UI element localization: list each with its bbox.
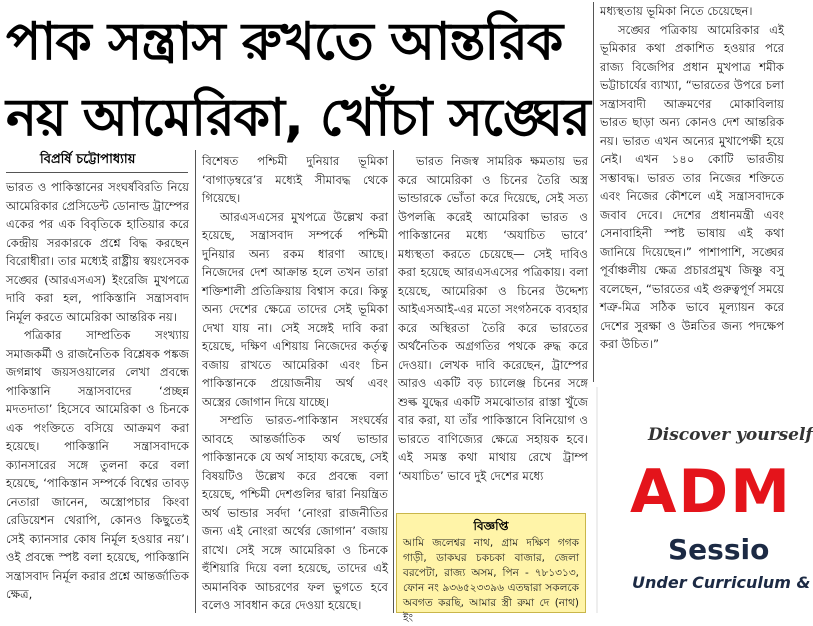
paragraph: বিশেষত পশ্চিমী দুনিয়ার ভূমিকা ‘বাগাড়ম্বরে’র মধ্যেই সীমাবদ্ধ থেকে গিয়েছে। <box>202 154 388 205</box>
notice-body: আমি জলেশ্বর নাথ, গ্রাম দক্ষিণ গগক গাড়ী, ডাকঘর চকচকা বাজার, জেলা বরপেটা, রাজ্য অসম, পিন - ৭৮১৩১৩, ফোন নং ৯৩৬৫২৩৩৯৬ এতদ্বারা সকলকে অবগত করছি, আমার স্ত্রী রুমা দে (নাথ) ইং <box>403 537 579 624</box>
article-column-1 <box>6 178 189 613</box>
ad-tagline: Discover yourself <box>648 425 813 445</box>
headline <box>6 4 596 156</box>
paragraph: আরএসএসের মুখপত্রে উল্লেখ করা হয়েছে, সন্ত্রাসবাদ সম্পর্কে পশ্চিমী দুনিয়ার অন্য রকম ধারণা আছে। নিজেদের দেশ আক্রান্ত হলে তখন তারা শক্তিশালী প্রতিক্রিয়ায় বিশ্বাস করে। কিন্তু অন্য দেশের ক্ষেত্রে তাদের সেই ভূমিকা দেখা যায় না। সেই সঙ্গেই দাবি করা হয়েছে, দক্ষিণ এশিয়ায় নিজেদের কর্তৃত্ব বজায় রাখতে আমেরিকা এবং চিন পাকিস্তানকে প্রয়োজনীয় অর্থ এবং অস্ত্রের জোগান দিয়ে যাচ্ছে। <box>202 209 388 409</box>
ad-subtext: Under Curriculum & <box>632 573 811 592</box>
column-divider <box>195 150 196 613</box>
byline-rule <box>6 172 188 173</box>
column-divider <box>393 150 394 613</box>
paragraph: সঙ্ঘের পত্রিকায় আমেরিকার এই ভূমিকার কথা প্রকাশিত হওয়ার পরে রাজ্য বিজেপির প্রধান মুখপাত্র শমীক ভট্টাচার্যের ব্যাখ্যা, “ভারতের উপরে চলা সন্ত্রাসবাদী আক্রমণের মোকাবিলায় ভারত ছাড়া অন্য কোনও দেশ আন্তরিক নয়। ভারত এখন অন্যের মুখাপেক্ষী হয়ে নেই। এখন ১৪০ কোটি ভারতীয় সম্ভাবদ্ধ। ভারত তার নিজের শক্তিতে এবং নিজের কৌশলে এই সন্ত্রাসবাদকে জবাব দেবে। দেশের প্রধানমন্ত্রী এবং সেনাবাহিনী স্পষ্ট ভাষায় এই কথা জানিয়ে দিয়েছেন।” পাশাপাশি, সঙ্ঘের পূর্বাঞ্চলীয় ক্ষেত্র প্রচারপ্রমুখ জিষ্ণু বসু বলেছেন, “ভারতের এই গুরুত্বপূর্ণ সময়ে শত্রু-মিত্র সঠিক ভাবে মূল্যায়ন করে দেশের সুরক্ষা ও উন্নতির জন্য পদক্ষেপ করা উচিত।” <box>600 22 784 351</box>
ad-headline: ADM <box>630 457 792 527</box>
byline: বিপ্রর্ষি চট্টোপাধ্যায় <box>40 152 136 167</box>
paragraph: পত্রিকার সাম্প্রতিক সংখ্যায় সমাজকর্মী ও রাজনৈতিক বিশ্লেষক পঙ্কজ জগন্নাথ জয়সওয়ালের লেখা প্রবন্ধে পাকিস্তানি সন্ত্রাসবাদের ‘প্রচ্ছন্ন মদতদাতা’ হিসেবে আমেরিকা ও চিনকে এক পংক্তিতে বসিয়ে আক্রমণ করা হয়েছে। পাকিস্তানি সন্ত্রাসবাদকে ক্যানসারের সঙ্গে তুলনা করে বলা হয়েছে, ‘পাকিস্তান সম্পর্কে বিশ্বের তাবড় নেতারা জানেন, অস্ত্রোপচার কিংবা রেডিয়েশন থেরাপি, কোনও কিছুতেই সেই ক্যানসার কোষ নির্মূল হওয়ার নয়’। ওই প্রবন্ধে স্পষ্ট বলা হয়েছে, পাকিস্তানি সন্ত্রাসবাদ নির্মূল করার প্রশ্নে আন্তর্জাতিক ক্ষেত্র, <box>6 328 189 601</box>
headline-line-1: পাক সন্ত্রাস রুখতে আন্তরিক <box>6 12 563 72</box>
ad-session-text: Sessio <box>668 533 770 566</box>
paragraph: ভারত ও পাকিস্তানের সংঘর্ষবিরতি নিয়ে আমেরিকার প্রেসিডেন্ট ডোনাল্ড ট্রাম্পের একের পর এক বিবৃতিকে হাতিয়ার করে কেন্দ্রীয় সরকারকে প্রশ্নে বিদ্ধ করছেন বিরোধীরা। তার মধ্যেই রাষ্ট্রীয় স্বয়ংসেবক সঙ্ঘের (আরএসএস) ইংরেজি মুখপত্রে দাবি করা হল, পাকিস্তানি সন্ত্রাসবাদ নির্মূল করতে আমেরিকা আন্তরিক নয়। <box>6 180 189 324</box>
article-column-2 <box>202 152 388 613</box>
article-column-4 <box>600 2 784 382</box>
advertisement[interactable] <box>598 387 813 613</box>
paragraph: মধ্যস্থতায় ভূমিকা নিতে চেয়েছেন। <box>600 4 753 18</box>
column-divider <box>593 2 594 382</box>
article-column-3 <box>398 152 588 506</box>
notice-title: বিজ্ঞপ্তি <box>473 519 509 533</box>
notice-box <box>396 513 586 624</box>
paragraph: সম্প্রতি ভারত-পাকিস্তান সংঘর্ষের আবহে আন্তর্জাতিক অর্থ ভান্ডার পাকিস্তানকে যে অর্থ সাহায্য করেছে, সেই বিষয়টিও উল্লেখ করে প্রবন্ধে বলা হয়েছে, পশ্চিমী দেশগুলির দ্বারা নিয়ন্ত্রিত অর্থ ভান্ডার সর্বদা ‘নোংরা রাজনীতির জন্য এই নোংরা অর্থের জোগান’ বজায় রাখে। সেই সঙ্গে আমেরিকা ও চিনকে হুঁশিয়ারি দিয়ে বলা হয়েছে, তাদের এই অমানবিক আচরণের ফল ভুগতে হবে বলেও সাবধান করে দেওয়া হয়েছে। <box>202 413 388 612</box>
paragraph: ভারত নিজস্ব সামরিক ক্ষমতায় ভর করে আমেরিকা ও চিনের তৈরি অস্ত্র ভান্ডারকে ভোঁতা করে দিয়েছে, সেই সত্য উপলব্ধি করেই আমেরিকা ভারত ও পাকিস্তানের মধ্যে ‘অযাচিত ভাবে’ মধ্যস্থতা করতে চেয়েছে— সেই দাবিও করা হয়েছে আরএসএসের পত্রিকায়। বলা হয়েছে, আমেরিকা ও চিনের উদ্দেশ্য আইএসআই-এর মতো সংগঠনকে ব্যবহার করে অস্থিরতা তৈরি করে ভারতের অর্থনৈতিক অগ্রগতির পথকে রুদ্ধ করে দেওয়া। লেখক দাবি করেছেন, ট্রাম্পের আরও একটি বড় চ্যালেঞ্জ চিনের সঙ্গে শুল্ক যুদ্ধের একটি সমঝোতার রাস্তা খুঁজে বার করা, যা তাঁর পাকিস্তানে বিনিয়োগ ও ভারতে বাণিজ্যের ক্ষেত্রে সহায়ক হবে। এই সমস্ত কথা মাথায় রেখে ট্রাম্প ‘অযাচিত’ ভাবে দুই দেশের মধ্যে <box>398 154 588 483</box>
headline-line-2: নয় আমেরিকা, খোঁচা সঙ্ঘের <box>6 88 590 148</box>
